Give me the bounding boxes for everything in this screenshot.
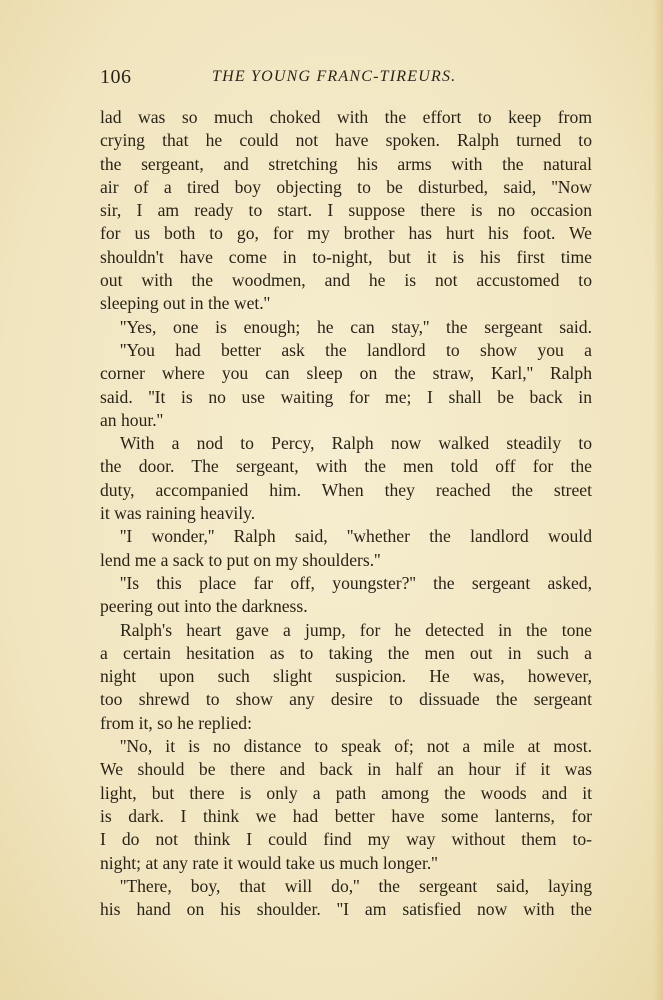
text-line: is dark. I think we had better have some lanterns, for [100, 805, 592, 826]
text-line: ''No, it is no distance to speak of; not a mile at most. [120, 736, 592, 757]
text-line: for us both to go, for my brother has hurt his foot. We [100, 223, 592, 244]
text-line: With a nod to Percy, Ralph now walked steadily to [120, 433, 592, 454]
text-line: his hand on his shoulder. ''I am satisfied now with the [100, 899, 592, 920]
text-line: ''I wonder,'' Ralph said, ''whether the landlord would [120, 526, 592, 547]
text-line: from it, so he replied: [100, 712, 252, 733]
text-line: lad was so much choked with the effort to keep from [100, 107, 592, 127]
running-head: THE YOUNG FRANC-TIREURS. [212, 68, 457, 85]
text-line: lend me a sack to put on my shoulders.'' [100, 549, 381, 570]
text-line: air of a tired boy objecting to be disturbed, said, ''Now [100, 176, 592, 197]
text-line: ''Is this place far off, youngster?'' the sergeant asked, [120, 572, 592, 593]
text-line: duty, accompanied him. When they reached the street [100, 479, 592, 500]
text-line: said. ''It is no use waiting for me; I shall be back in [100, 386, 592, 407]
text-line: I do not think I could find my way without them to- [100, 829, 592, 850]
body-text [100, 106, 592, 921]
text-line: peering out into the darkness. [100, 596, 308, 617]
text-line: corner where you can sleep on the straw, Karl,'' Ralph [100, 363, 592, 384]
text-line: shouldn't have come in to-night, but it is his first time [100, 246, 592, 267]
text-line: ''There, boy, that will do,'' the sergeant said, laying [120, 875, 592, 896]
page-number: 106 [100, 66, 132, 88]
text-line: sir, I am ready to start. I suppose there is no occasion [100, 200, 592, 221]
text-line: too shrewd to show any desire to dissuade the sergeant [100, 689, 592, 710]
page-edge-shadow [653, 0, 663, 1000]
text-line: ''You had better ask the landlord to show you a [120, 339, 592, 360]
text-line: it was raining heavily. [100, 503, 256, 524]
text-line: light, but there is only a path among the woods and it [100, 782, 592, 803]
text-line: out with the woodmen, and he is not accustomed to [100, 270, 592, 291]
page-header [100, 66, 590, 92]
text-line: the door. The sergeant, with the men told off for the [100, 456, 592, 477]
text-line: sleeping out in the wet.'' [100, 293, 271, 314]
text-line: the sergeant, and stretching his arms with the natural [100, 153, 592, 174]
text-line: crying that he could not have spoken. Ralph turned to [100, 130, 592, 151]
text-line: night; at any rate it would take us much longer.'' [100, 852, 438, 873]
text-line: ''Yes, one is enough; he can stay,'' the sergeant said. [120, 316, 592, 337]
text-line: night upon such slight suspicion. He was, however, [100, 666, 592, 687]
text-line: a certain hesitation as to taking the men out in such a [100, 642, 592, 663]
text-line: an hour.'' [100, 409, 164, 430]
text-line: We should be there and back in half an hour if it was [100, 759, 592, 780]
text-line: Ralph's heart gave a jump, for he detected in the tone [120, 619, 592, 640]
